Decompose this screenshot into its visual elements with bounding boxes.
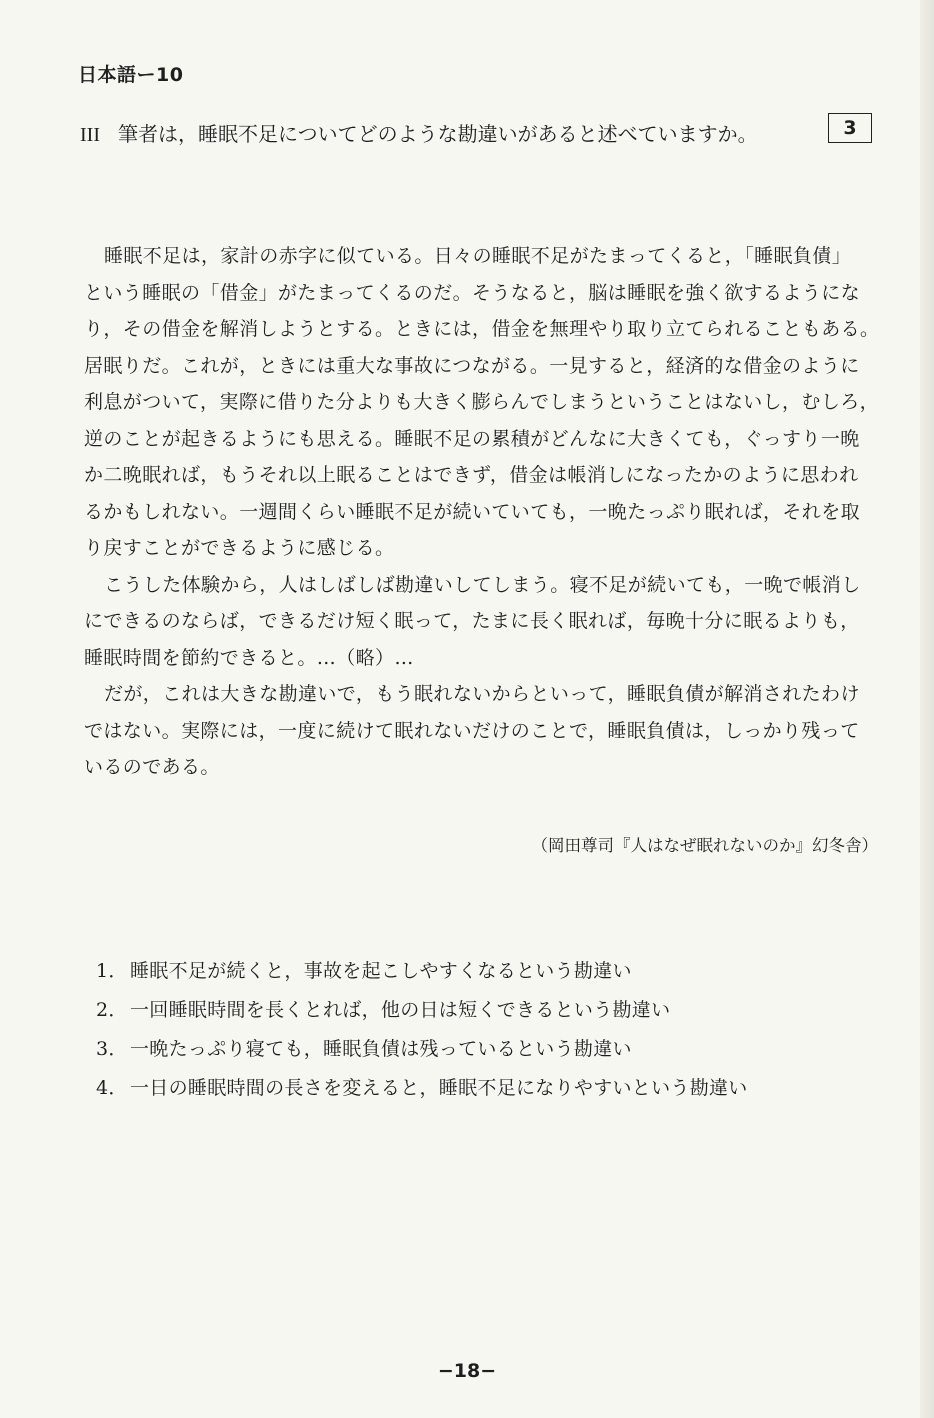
question-number: III <box>80 124 100 146</box>
option-number: 3． <box>96 1038 128 1060</box>
option-text: 一晩たっぷり寝ても，睡眠負債は残っているという勘違い <box>130 1038 632 1060</box>
passage-line: 睡眠時間を節約できると。…（略）… <box>84 646 414 669</box>
page-number: −18− <box>437 1360 497 1382</box>
passage-citation: （岡田尊司『人はなぜ眠れないのか』幻冬舎） <box>531 836 878 855</box>
passage-line: 利息がついて，実際に借りた分よりも大きく膨らんでしまうということはないし，むしろ， <box>84 391 880 413</box>
option-number: 4． <box>96 1077 128 1099</box>
passage-line: 逆のことが起きるようにも思える。睡眠不足の累積がどんなに大きくても，ぐっすり一晩 <box>84 427 860 450</box>
passage-line: という睡眠の「借金」がたまってくるのだ。そうなると，脳は睡眠を強く欲するようにな <box>84 281 861 304</box>
passage-line: にできるのならば，できるだけ短く眠って，たまに長く眠れば，毎晩十分に眠るよりも， <box>84 610 860 632</box>
option-text: 睡眠不足が続くと，事故を起こしやすくなるという勘違い <box>130 960 632 982</box>
page-edge <box>920 0 934 1418</box>
passage-line: り戻すことができるように感じる。 <box>84 537 395 559</box>
page-header-label: 日本語ー10 <box>78 64 184 86</box>
option-number: 2． <box>96 999 128 1021</box>
passage-line: 居眠りだ。これが，ときには重大な事故につながる。一見すると，経済的な借金のように <box>84 354 860 377</box>
passage-line: 睡眠不足は，家計の赤字に似ている。日々の睡眠不足がたまってくると，「睡眠負債」 <box>104 245 852 267</box>
answer-option <box>96 1030 748 1069</box>
answer-option <box>96 952 748 991</box>
question-prompt <box>80 119 880 150</box>
option-text: 一日の睡眠時間の長さを変えると，睡眠不足になりやすいという勘違い <box>130 1077 748 1099</box>
answer-option <box>96 991 748 1030</box>
passage-line: り，その借金を解消しようとする。ときには，借金を無理やり取り立てられることもある。 <box>84 318 880 340</box>
question-text: 筆者は，睡眠不足についてどのような勘違いがあると述べていますか。 <box>117 122 758 146</box>
reading-passage <box>84 238 892 786</box>
passage-line: るかもしれない。一週間くらい睡眠不足が続いていても，一晩たっぷり眠れば，それを取 <box>84 500 861 523</box>
passage-line: ではない。実際には，一度に続けて眠れないだけのことで，睡眠負債は，しっかり残って <box>84 719 860 742</box>
answer-options <box>96 952 748 1108</box>
passage-line: いるのである。 <box>84 756 220 778</box>
answer-option <box>96 1069 748 1108</box>
option-text: 一回睡眠時間を長くとれば，他の日は短くできるという勘違い <box>130 999 671 1021</box>
question-id-box: 3 <box>828 113 872 143</box>
option-number: 1． <box>96 960 128 982</box>
passage-line: だが，これは大きな勘違いで，もう眠れないからといって，睡眠負債が解消されたわけ <box>104 683 860 705</box>
passage-line: か二晩眠れば，もうそれ以上眠ることはできず，借金は帳消しになったかのように思われ <box>84 464 859 486</box>
passage-line: こうした体験から，人はしばしば勘違いしてしまう。寝不足が続いても，一晩で帳消し <box>104 573 861 596</box>
